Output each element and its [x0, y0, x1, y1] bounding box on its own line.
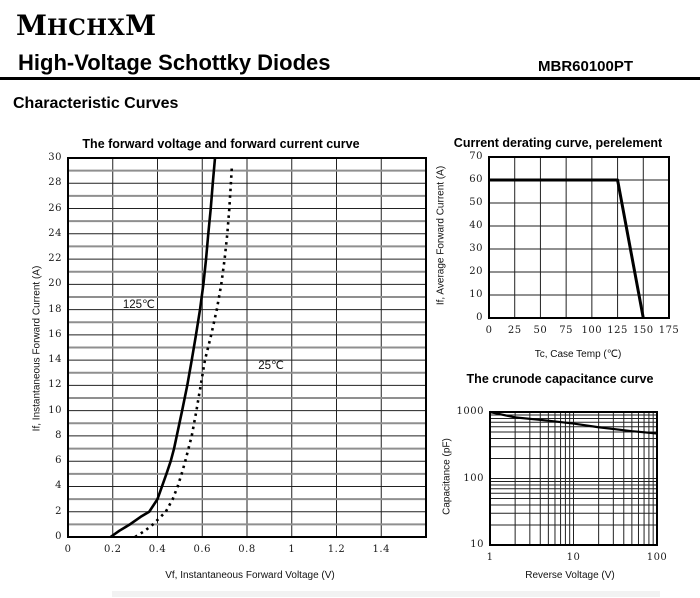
forward-xtick: 1.4: [372, 544, 390, 555]
forward-ytick: 6: [55, 455, 62, 467]
forward-ytick: 12: [48, 379, 62, 391]
forward-ytick: 8: [55, 429, 62, 441]
derating-ytick: 70: [469, 151, 483, 162]
brand-logo-letter: M: [125, 9, 157, 42]
forward-ytick: 30: [48, 152, 62, 163]
forward-ytick: 20: [48, 278, 62, 290]
derating-xtick: 50: [533, 325, 548, 336]
capacitance-chart-xlabel: Reverse Voltage (V): [525, 570, 615, 581]
forward-xtick: 0: [64, 544, 72, 555]
capacitance-ytick: 100: [463, 472, 484, 484]
capacitance-xtick: 10: [566, 552, 581, 563]
derating-plot: [489, 157, 669, 318]
capacitance-xtick: 100: [646, 552, 668, 563]
forward-chart-xlabel: Vf, Instantaneous Forward Voltage (V): [165, 570, 335, 581]
forward-chart-ylabel: If, Instantaneous Forward Current (A): [31, 265, 43, 432]
capacitance-chart-ylabel: Capacitance (pF): [441, 438, 453, 515]
forward-xtick: 0.8: [238, 544, 256, 555]
forward-ytick: 10: [48, 404, 62, 416]
forward-ytick: 4: [55, 480, 62, 492]
derating-xtick: 100: [581, 325, 603, 336]
forward-chart-title: The forward voltage and forward current curve: [82, 137, 360, 151]
forward-plot: [68, 158, 426, 537]
forward-ytick: 18: [48, 303, 62, 315]
derating-xtick: 0: [485, 325, 493, 336]
temp-annotation: 125℃: [122, 298, 155, 311]
brand-logo-letter: M: [16, 9, 47, 42]
forward-xtick: 1: [288, 544, 296, 555]
forward-xtick: 0.6: [193, 544, 211, 555]
part-number: MBR60100PT: [538, 58, 634, 75]
derating-ytick: 50: [469, 197, 483, 208]
forward-xtick: 0.2: [104, 544, 122, 555]
forward-xtick: 0.4: [148, 544, 167, 555]
derating-chart-xlabel: Tc, Case Temp (℃): [534, 349, 622, 360]
brand-logo-letters: HCHX: [47, 15, 126, 41]
derating-xtick: 175: [658, 325, 680, 336]
forward-curve-25-: [135, 168, 232, 537]
capacitance-xtick: 1: [486, 552, 494, 563]
derating-chart-ylabel: If, Average Forward Current (A): [435, 165, 447, 306]
derating-ytick: 30: [469, 243, 483, 254]
derating-ytick: 60: [469, 174, 483, 185]
derating-xtick: 125: [607, 325, 628, 336]
forward-ytick: 14: [48, 354, 62, 366]
derating-chart-title: Current derating curve, perelement: [453, 136, 663, 150]
document-title: High-Voltage Schottky Diodes: [18, 50, 331, 75]
capacitance-plot: [490, 412, 657, 545]
capacitance-ytick: 10: [470, 539, 484, 550]
temp-annotation: 25℃: [258, 359, 284, 372]
forward-ytick: 16: [48, 328, 62, 340]
derating-ytick: 40: [469, 220, 483, 231]
forward-ytick: 22: [48, 253, 62, 265]
capacitance-ytick: 1000: [456, 406, 484, 417]
header-divider: [0, 77, 700, 80]
derating-xtick: 75: [559, 325, 574, 336]
forward-ytick: 28: [48, 177, 62, 189]
page-footer-bar: [112, 591, 660, 597]
section-title: Characteristic Curves: [13, 95, 179, 112]
brand-logo: [16, 9, 157, 42]
derating-ytick: 20: [469, 266, 483, 277]
derating-xtick: 25: [507, 325, 522, 336]
forward-ytick: 2: [55, 505, 62, 517]
forward-xtick: 1.2: [327, 544, 346, 555]
derating-xtick: 150: [632, 325, 654, 336]
forward-ytick: 26: [48, 202, 62, 214]
derating-ytick: 0: [476, 312, 483, 323]
forward-ytick: 0: [55, 531, 62, 542]
derating-ytick: 10: [469, 289, 483, 300]
capacitance-chart-title: The crunode capacitance curve: [466, 372, 654, 386]
forward-ytick: 24: [48, 227, 62, 239]
